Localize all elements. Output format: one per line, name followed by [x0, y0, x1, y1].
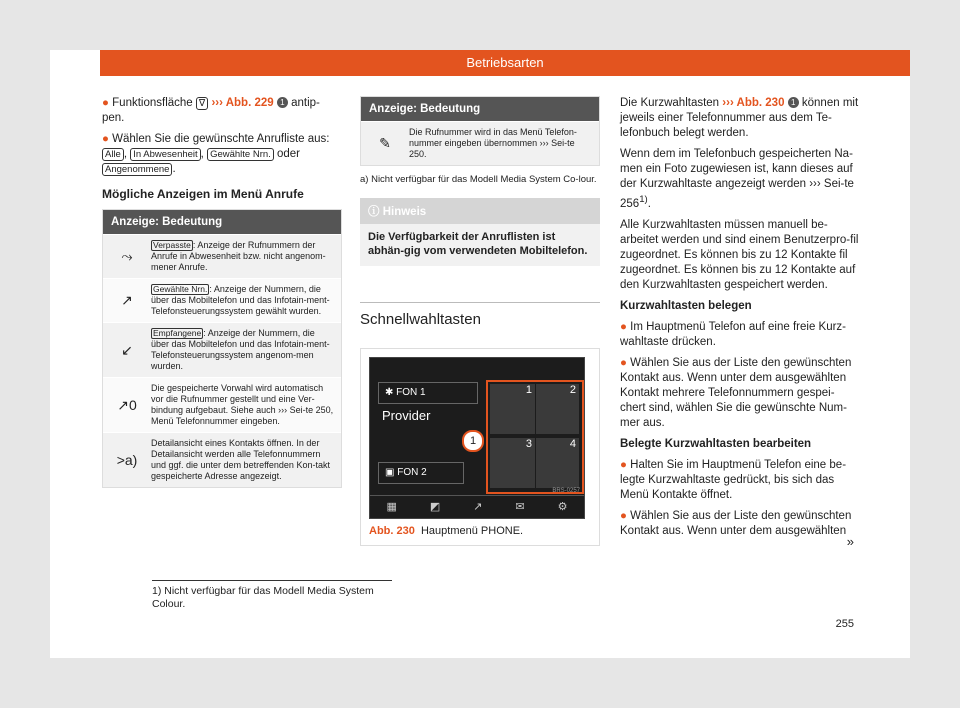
table-head: Anzeige: Bedeutung	[361, 97, 599, 121]
meaning-table	[102, 209, 342, 488]
bullet-select-contact-2: ● Wählen Sie aus der Liste den gewünschten Kontakt aus. Wenn unter dem ausgewählten	[620, 509, 852, 537]
bullet-select-list: ● Wählen Sie die gewünschte Anrufliste aus: Alle , In Abwesenheit , Gewählte Nrn. oder Angenommene .	[102, 133, 330, 175]
speed-dial-key[interactable]: 3	[490, 438, 535, 488]
speed-dial-key[interactable]: 1	[490, 384, 535, 434]
continue-marker: »	[846, 534, 854, 549]
photo-paragraph: Wenn dem im Telefonbuch gespeicherten Na-men ein Foto zugewiesen ist, kann dieses auf der Kurzwahltaste angezeigt werden ››› Sei-te 256$^{1)}$.	[620, 148, 854, 210]
table-row: >a) Detailansicht eines Kontakts öffnen. In der Detailansicht werden alle Telefonnummern und ggf. die unter dem betreffenden Kon-takt gespeicherte Adresse angezeigt.	[103, 432, 341, 487]
missed-call-icon: ⤳	[121, 248, 133, 264]
table-row: ↗ Gewählte Nrn. : Anzeige der Nummern, die über das Mobiltelefon und das Infotain-ment-Telefonsteuerungssystem gewählt wurden.	[103, 278, 341, 322]
contacts-icon[interactable]: ◩	[429, 501, 441, 513]
page-header: Betriebsarten	[100, 50, 910, 76]
figure-230	[360, 348, 600, 546]
keypad-icon[interactable]: ▦	[386, 501, 397, 513]
prefix-dial-icon: ↗0	[117, 396, 137, 413]
provider-label: Provider	[382, 408, 431, 423]
chevron-right-icon: >a)	[116, 452, 138, 468]
table-head: Anzeige: Bedeutung	[103, 210, 341, 234]
table-footnote: a) Nicht verfügbar für das Modell Media System Co-lour.	[360, 174, 597, 185]
fon1-button[interactable]: ✱ FON 1	[378, 382, 478, 404]
section-title: Schnellwahltasten	[360, 302, 600, 328]
heading-assign: Kurzwahltasten belegen	[620, 299, 752, 312]
footnote: 1) Nicht verfügbar für das Modell Media System Colour.	[152, 580, 392, 611]
heading-edit: Belegte Kurzwahltasten bearbeiten	[620, 437, 812, 450]
meaning-table-cont	[360, 96, 600, 166]
middle-column	[360, 96, 600, 546]
table-row: ↙ Empfangene : Anzeige der Nummern, die über das Mobiltelefon und das Infotain-ment-Telefonsteuerungssystem angenom-men wurden.	[103, 322, 341, 377]
all-paragraph: Alle Kurzwahltasten müssen manuell be-arbeitet werden und sind einem Benutzerpro-fil zugeordnet. Es können bis zu 12 Kontakte fil zugeordnet. Es können bis zu 12 Kontakte auf den Kurzwahltasten gespeichert werden.	[620, 218, 859, 291]
screen-toolbar	[370, 495, 584, 518]
manual-page	[50, 50, 910, 658]
heading-calls: Mögliche Anzeigen im Menü Anrufe	[102, 187, 304, 201]
page-number: 255	[835, 618, 854, 630]
bullet-function: ● Funktionsfläche ∇ ››› Abb. 229 1 antip-pen.	[102, 97, 320, 124]
speed-dial-key[interactable]: 2	[536, 384, 579, 434]
figure-caption: Abb. 230 Hauptmenü PHONE.	[369, 525, 524, 537]
intro-paragraph: Die Kurzwahltasten ››› Abb. 230 1 können mit jeweils einer Telefonnummer aus dem Te-lefonbuch belegt werden.	[620, 97, 859, 139]
calls-icon[interactable]: ↗	[473, 501, 483, 513]
bullet-main-menu: ● Im Hauptmenü Telefon auf eine freie Kurz-wahltaste drücken.	[620, 320, 847, 348]
left-column	[102, 96, 342, 488]
link-abb229[interactable]: ››› Abb. 229	[211, 97, 274, 109]
mail-icon[interactable]: ✉	[515, 501, 525, 513]
link-abb230[interactable]: ››› Abb. 230	[722, 97, 785, 109]
speed-dial-grid	[486, 380, 584, 494]
fon2-button[interactable]: ▣ FON 2	[378, 462, 464, 484]
image-code: BRS-0257	[552, 488, 580, 494]
bullet-hold: ● Halten Sie im Hauptmenü Telefon eine be-legte Kurzwahltaste gedrückt, bis sich das Menü Kontakte öffnet.	[620, 458, 847, 501]
table-row: ⤳ Verpasste : Anzeige der Rufnummern der Anrufe in Abwesenheit bzw. nicht angenom-mener Anrufe.	[103, 234, 341, 278]
bullet-select-contact: ● Wählen Sie aus der Liste den gewünschten Kontakt aus. Wenn unter dem ausgewählten Kontakt mehrere Telefonnummern gespei-chert sind, wählen Sie die gewünschte Num-mer aus.	[620, 356, 852, 429]
callout-marker: 1	[462, 430, 484, 452]
gear-icon[interactable]: ⚙	[557, 501, 568, 513]
info-icon: ⓘ	[368, 206, 380, 218]
table-row: ↗0 Die gespeicherte Vorwahl wird automatisch vor die Rufnummer gestellt und eine Ver-bindung aufgebaut. Siehe auch ››› Sei-te 250, Menü Telefonnummer eingeben.	[103, 377, 341, 432]
table-row: ✎ Die Rufnummer wird in das Menü Telefon-nummer eingeben übernommen ››› Sei-te 250.	[361, 121, 599, 165]
phone-screen	[369, 357, 585, 519]
pencil-icon: ✎	[379, 135, 391, 151]
received-call-icon: ↙	[121, 341, 133, 358]
dialed-call-icon: ↗	[121, 292, 133, 308]
speed-dial-key[interactable]: 4	[536, 438, 579, 488]
note-box: ⓘ Hinweis Die Verfügbarkeit der Anruflisten ist abhän-gig vom verwendeten Mobiltelefon.	[360, 198, 600, 266]
right-column	[620, 96, 860, 545]
